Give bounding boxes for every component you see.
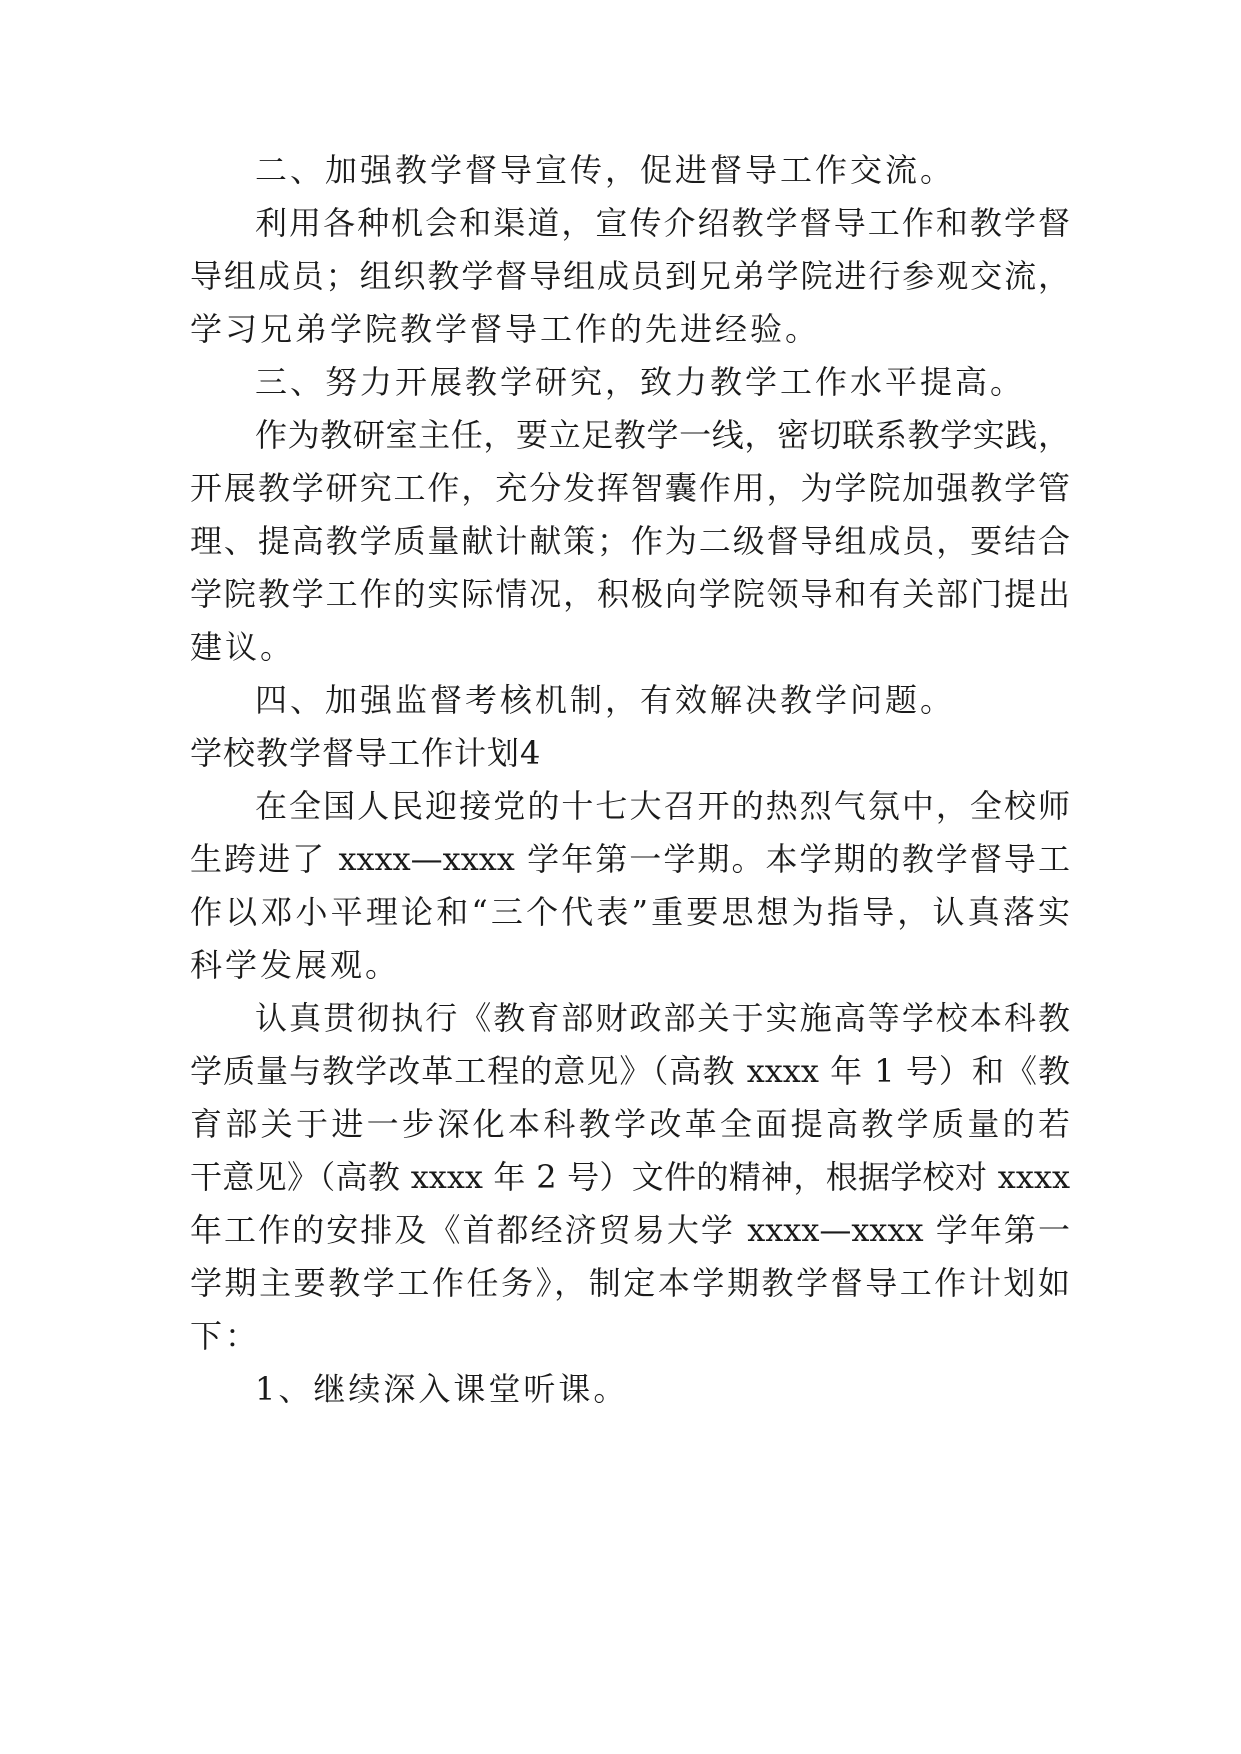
section-heading-3: 三、努力开展教学研究，致力教学工作水平提高。 [255, 363, 1026, 401]
paragraph-line: 导组成员；组织教学督导组成员到兄弟学院进行参观交流， [190, 257, 1070, 295]
paragraph-line: 科学发展观。 [190, 946, 401, 984]
paragraph-line: 育部关于进一步深化本科教学改革全面提高教学质量的若 [190, 1105, 1070, 1143]
list-item-1: 1、继续深入课堂听课。 [255, 1370, 629, 1408]
paragraph-line: 利用各种机会和渠道，宣传介绍教学督导工作和教学督 [255, 204, 1070, 242]
paragraph-line: 学习兄弟学院教学督导工作的先进经验。 [190, 310, 821, 348]
paragraph-line: 在全国人民迎接党的十七大召开的热烈气氛中，全校师 [255, 787, 1070, 825]
section-heading-4: 四、加强监督考核机制，有效解决教学问题。 [255, 681, 956, 719]
paragraph-line: 作为教研室主任，要立足教学一线，密切联系教学实践， [255, 416, 1070, 454]
paragraph-line: 生跨进了 xxxx—xxxx 学年第一学期。本学期的教学督导工 [190, 840, 1070, 878]
section-heading-2: 二、加强教学督导宣传，促进督导工作交流。 [255, 151, 956, 189]
paragraph-line: 作以邓小平理论和“三个代表”重要思想为指导，认真落实 [190, 893, 1070, 931]
paragraph-line: 干意见》（高教 xxxx 年 2 号）文件的精神，根据学校对 xxxx [190, 1158, 1070, 1196]
paragraph-line: 开展教学研究工作，充分发挥智囊作用，为学院加强教学管 [190, 469, 1070, 507]
paragraph-line: 下： [190, 1317, 261, 1355]
paragraph-line: 学质量与教学改革工程的意见》（高教 xxxx 年 1 号）和《教 [190, 1052, 1070, 1090]
paragraph-line: 建议。 [190, 628, 296, 666]
paragraph-line: 认真贯彻执行《教育部财政部关于实施高等学校本科教 [255, 999, 1070, 1037]
paragraph-line: 理、提高教学质量献计献策；作为二级督导组成员，要结合 [190, 522, 1070, 560]
paragraph-line: 学院教学工作的实际情况，积极向学院领导和有关部门提出 [190, 575, 1070, 613]
paragraph-line: 年工作的安排及《首都经济贸易大学 xxxx—xxxx 学年第一 [190, 1211, 1070, 1249]
paragraph-line: 学期主要教学工作任务》，制定本学期教学督导工作计划如 [190, 1264, 1070, 1302]
document-title: 学校教学督导工作计划4 [190, 734, 542, 772]
